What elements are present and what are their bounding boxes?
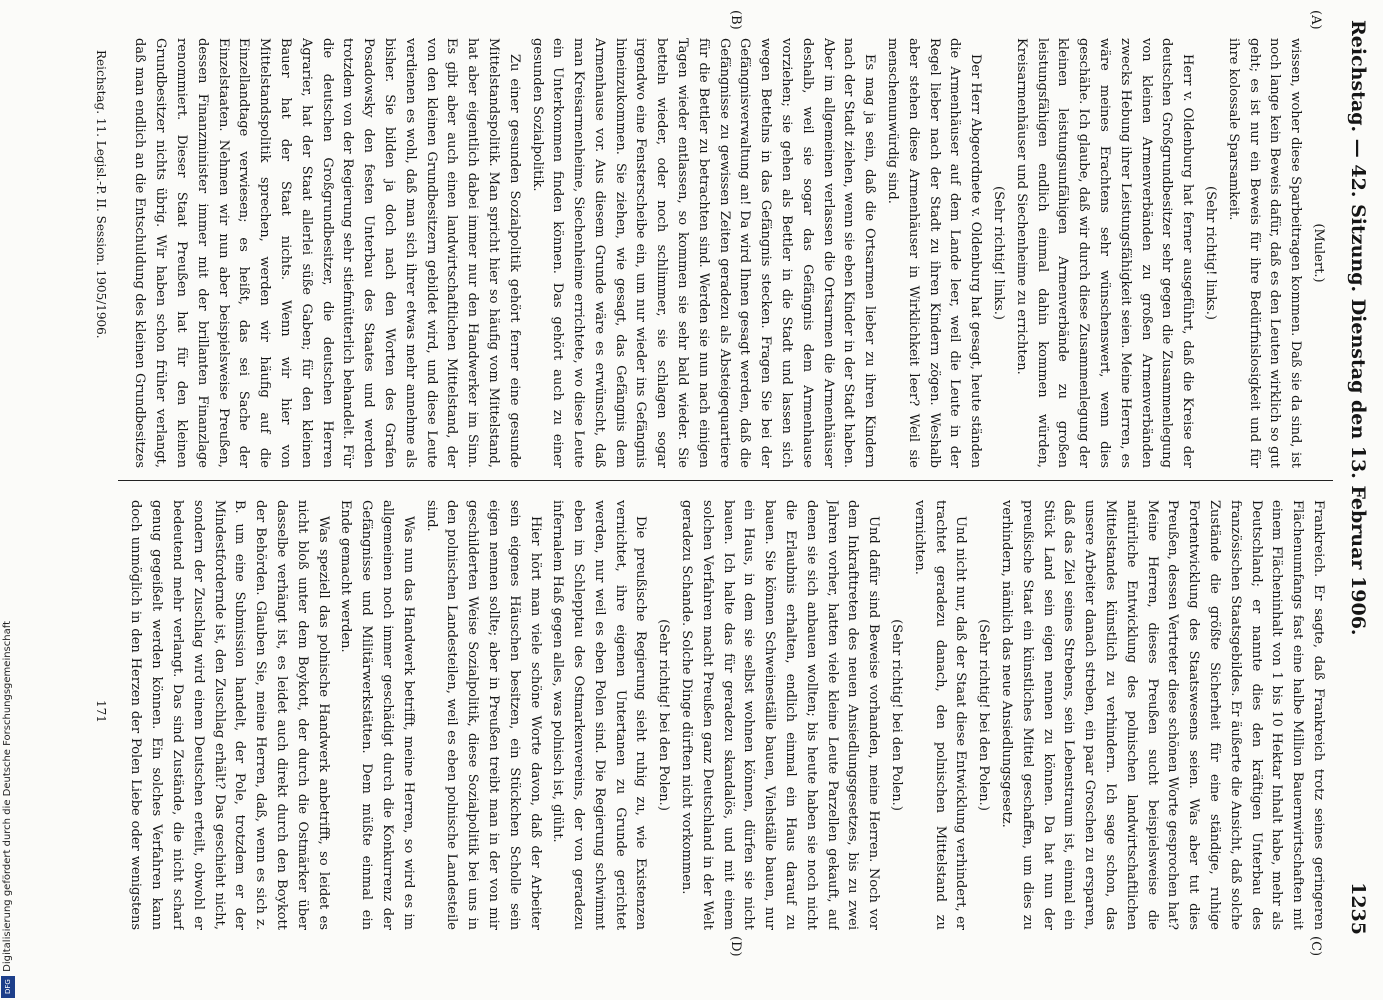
paragraph: Zu einer gesunden Sozialpolitik gehört ferner eine gesunde Mittelstandspolitik. Man spricht hier so häufig vom Mittelstand, hat aber eigentlich dabei immer nur den Handwerker im Sinn. Es gibt aber auch einen landwirtschaftlichen Mittelstand, der von den kleinen Grundbesitzern gebildet wird, und diese Leute verdienen es wohl, daß man sich ihrer etwas mehr annehme als bisher. Sie bilden ja doch nach den Worten des Grafen Posadowsky den festen Unterbau des Staates und werden trotzdem von der Regierung sehr stiefmütterlich behandelt. Für die deutschen Großgrundbesitzer, die deutschen Herren Agrarier, hat der Staat allerlei süße Gaben; für den kleinen Bauer hat der Staat nichts. Wenn wir hier von Mittelstandspolitik sprechen, werden wir häufig auf die Einzellandtage verwiesen; es heißt, das sei Sache der Einzelstaaten. Nehmen wir nun aber beispielsweise Preußen, dessen Finanzminister immer mit der brillanten Finanzlage renommiert. Dieser Staat Preußen hat für den kleinen Grundbesitzer nichts übrig. Wir haben schon früher verlangt, daß man endlich an die Entschuldung des kleinen Grundbesitzes [132, 38, 522, 468]
paragraph: Herr v. Oldenburg hat ferner ausgeführt, daß die Kreise der deutschen Großgrundbesitzer sehr gegen die Zusammenlegung von kleinen Armenverbänden zu großen Armenverbänden zwecks Hebung ihrer Leistungsfähigkeit seien. Meine Herren, es wäre meines Erachtens sehr wünschenswert, wenn dies geschähe. Ich glaube, daß wir durch diese Zusammenlegung der kleinen leistungsunfähigen Armenverbände zu großen leistungsfähigen endlich einmal dahin kommen würden, Kreisarmenhäuser und Siechenheime zu errichten. [1013, 38, 1196, 468]
credit-text: Digitalisierung gefördert durch die Deutsche Forschungsgemeinschaft [2, 621, 13, 972]
paragraph: Es mag ja sein, daß die Ortsarmen lieber zu ihren Kindern nach der Stadt ziehen, wenn sie eben Kinder in der Stadt haben. Aber im allgemeinen verlassen die Ortsarmen die Armenhäuser deshalb, weil sie sogar das Gefängnis dem Armenhause vorziehen; sie gehen als Bettler in die Stadt und lassen sich wegen Bettelns in das Gefängnis stecken. Fragen Sie bei der Gefängnisverwaltung an! Da wird Ihnen gesagt werden, daß die Gefängnisse zu gewissen Zeiten geradezu als Absteigequartiere für die Bettler zu betrachten sind. Werden sie nun nach einigen Tagen wieder entlassen, so kommen sie sehr bald wieder. Sie betteln wieder, oder noch schlimmer, sie schlagen sogar irgendwo eine Fensterscheibe ein, um nur wieder ins Gefängnis hineinzukommen. Sie ziehen, wie gesagt, das Gefängnis dem Armenhause vor. Aus diesem Grunde wäre es erwünscht, daß man Kreisarmenheime, Siechenheime errichtete, wo diese Leute ein Unterkommen finden können. Das gehört auch zu einer gesunden Sozialpolitik. [529, 38, 878, 468]
digitization-credit [0, 598, 16, 1000]
margin-marker-b: (B) [728, 10, 743, 30]
paragraph: Was speziell das polnische Handwerk anbetrifft, so leidet es nicht bloß unter dem Boykott, der durch die Ostmärker über dasselbe verhängt ist, es leidet auch direkt durch den Boykott der Behörden. Glauben Sie, meine Herren, daß, wenn es sich z. B. um eine Submission handelt, der Pole, trotzdem er der Mindestfordernde ist, den Zuschlag erhält? Das geschieht nicht, sondern der Zuschlag wird einem Deutschen erteilt, obwohl er bedeutend mehr verlangt. Das sind Zustände, die nicht scharf genug gegeißelt werden können. Ein solches Verfahren kann doch unmöglich in den Herzen der Polen Liebe oder wenigstens [128, 500, 331, 930]
page-number: 1235 [1347, 882, 1369, 935]
paragraph: wissen, woher diese Sparbeitragen kommen. Daß sie da sind, ist noch lange kein Beweis dafür, daß es den Leuten wirklich so gut geht; es ist nur ein Beweis für ihre Bedürfnislosigkeit und für ihre kolossale Sparsamkeit. [1225, 38, 1304, 468]
left-column [128, 38, 1328, 468]
dfg-logo: DFG [1, 976, 15, 998]
margin-marker-c: (C) [1308, 936, 1323, 957]
speaker-name: (Mulert.) [1311, 223, 1326, 283]
paragraph: Hier hört man viele schöne Worte davon, daß der Arbeiter sein eigenes Häuschen besitzen, ein Stückchen Scholle sein eigen nennen sollte; aber in Preußen treibt man in der von mir geschilderten Weise Sozialpolitik, diese Sozialpolitik bei uns in den polnischen Landesteilen, weil es eben polnische Landesteile sind. [423, 500, 543, 930]
interjection: (Sehr richtig! bei den Polen.) [976, 619, 992, 811]
paragraph: Und dafür sind Beweise vorhanden, meine Herren. Noch vor dem Inkrafttreten des neuen Ansiedlungsgesetzes, bis zu zwei Jahren vorher, hatten viele kleine Leute Parzellen gekauft, auf denen sie sich anbauen wollten; bis heute haben sie noch nicht die Erlaubnis erhalten, endlich einmal ein Haus darauf zu bauen. Sie können Schweineställe bauen, Viehställe bauen, nur ein Haus, in dem sie selbst wohnen können, dürfen sie nicht bauen. Ich halte das für geradezu skandalös, und mit einem solchen Verfahren macht Preußen ganz Deutschland in der Welt geradezu Schande. Solche Dinge dürften nicht vorkommen. [679, 500, 882, 930]
interjection: (Sehr richtig! bei den Polen.) [889, 619, 905, 811]
margin-marker-d: (D) [728, 936, 743, 957]
page-footer: Reichstag. 11. Legisl.-P. II. Session. 1905/1906. [94, 50, 108, 339]
paragraph: Frankreich. Er sagte, daß Frankreich trotz seines geringeren Flächenumfangs fast eine halbe Million Bauernwirtschaften mit einem Flächeninhalt von 1 bis 10 Hektar Inhalt habe, mehr als Deutschland; er nannte dies den kräftigen Unterbau des französischen Staatsgebildes. Er äußerte die Ansicht, daß solche Zustände die größte Sicherheit für eine ständige, ruhige Fortentwicklung des Staatswesens seien. Was aber tut dies Preußen, dessen Vertreter diese schönen Worte gesprochen hat? Meine Herren, dieses Preußen sucht beispielsweise die natürliche Entwicklung des polnischen landwirtschaftlichen Mittelstandes künstlich zu verhindern. Ich sage schon, das unsere Arbeiter danach streben, ein paar Groschen zu ersparen, daß das Ziel seines Strebens, sein Lebenstraum ist, einmal ein Stück Land sein eigen nennen zu können. Da hat nun der preußische Staat ein künstliches Mittel geschaffen, um dies zu verhindern, nämlich das neue Ansiedlungsgesetz. [999, 500, 1326, 930]
paragraph: Der Herr Abgeordnete v. Oldenburg hat gesagt, heute ständen die Armenhäuser auf dem Lande leer, weil die Leute in der Regel lieber nach der Stadt zu ihren Kindern zögen. Weshalb aber stehen diese Armenhäuser in Wirklichkeit leer? Weil sie menschenunwürdig sind. [885, 38, 984, 468]
column-divider [118, 480, 1333, 481]
paragraph: Was nun das Handwerk betrifft, meine Herren, so wird es im allgemeinen noch immer geschädigt durch die Konkurrenz der Gefängnisse und Militärwerkstätten. Dem müßte einmal ein Ende gemacht werden. [338, 500, 416, 930]
interjection: (Sehr richtig! bei den Polen.) [656, 619, 672, 811]
page-header-title: Reichstag. — 42. Sitzung. Dienstag den 13. Februar 1906. [1347, 20, 1369, 636]
paragraph: Und nicht nur, daß der Staat diese Entwicklung verhindert, er trachtet geradezu danach, den polnischen Mittelstand zu vernichten. [911, 500, 969, 930]
interjection: (Sehr richtig! links.) [1203, 186, 1219, 320]
paragraph: Die preußische Regierung sieht ruhig zu, wie Existenzen vernichtet, ihre eigenen Untertanen zu Grunde gerichtet werden, nur weil es eben Polen sind. Die Regierung schwimmt eben im Schlepptau des Ostmarkenvereins, der von geradezu infernalem Haß gegen alles, was polnisch ist, glüht. [550, 500, 649, 930]
interjection: (Sehr richtig! links.) [991, 186, 1007, 320]
signature-number: 171 [94, 700, 108, 723]
margin-marker-a: (A) [1308, 10, 1323, 30]
right-column [128, 500, 1328, 930]
